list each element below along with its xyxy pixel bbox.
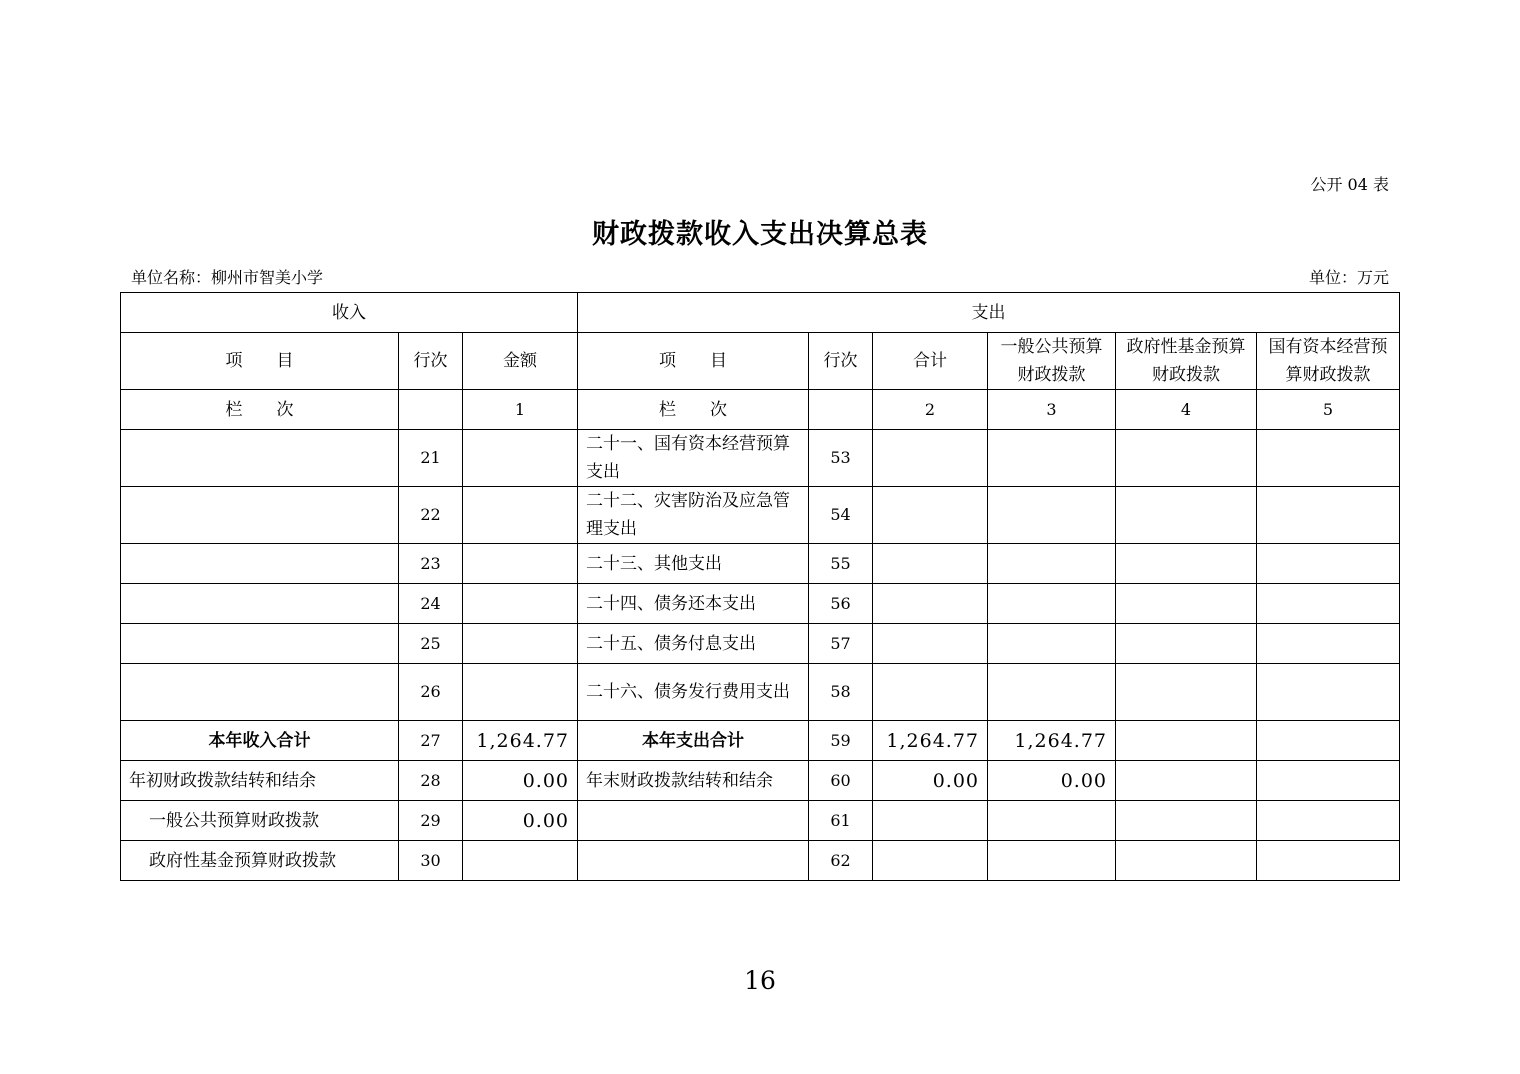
expense-fund [1116,544,1257,584]
expense-total [873,624,988,664]
column-blank [399,390,463,430]
currency-unit: 单位：万元 [1308,268,1389,287]
expense-row-no: 53 [809,430,873,487]
table-row [121,544,1400,584]
page-title: 财政拨款收入支出决算总表 [592,219,928,250]
expense-fund [1116,801,1257,841]
column-blank-2 [809,390,873,430]
expense-fund [1116,624,1257,664]
expense-total [873,841,988,881]
income-amount [463,430,578,487]
income-row-no: 26 [399,664,463,721]
table-row [121,430,1400,487]
expense-fund [1116,430,1257,487]
expense-row-no: 56 [809,584,873,624]
income-row-no: 28 [399,761,463,801]
table-row [121,761,1400,801]
income-row-no: 23 [399,544,463,584]
expense-row-no-header: 行次 [809,333,873,390]
income-row-no: 22 [399,487,463,544]
expense-item: 二十一、国有资本经营预算支出 [578,430,809,487]
expense-general [988,801,1116,841]
total-row [121,721,1400,761]
income-row-no: 25 [399,624,463,664]
expense-fund [1116,664,1257,721]
expense-total: 0.00 [873,761,988,801]
expense-capital [1257,624,1400,664]
table-row [121,841,1400,881]
expense-item: 二十二、灾害防治及应急管理支出 [578,487,809,544]
expense-item: 二十四、债务还本支出 [578,584,809,624]
expense-total [873,544,988,584]
column-2: 2 [873,390,988,430]
table-row [121,664,1400,721]
gov-fund-header: 政府性基金预算财政拨款 [1116,333,1257,390]
income-amount-header: 金额 [463,333,578,390]
form-code: 公开 04 表 [1310,175,1389,194]
expense-general [988,664,1116,721]
income-item [121,430,399,487]
expense-row-no: 58 [809,664,873,721]
income-row-no-header: 行次 [399,333,463,390]
income-row-no: 30 [399,841,463,881]
income-item: 年初财政拨款结转和结余 [121,761,399,801]
column-4: 4 [1116,390,1257,430]
total-header: 合计 [873,333,988,390]
column-3: 3 [988,390,1116,430]
column-number-row [121,390,1400,430]
expense-total: 1,264.77 [873,721,988,761]
expense-capital [1257,721,1400,761]
expense-row-no: 62 [809,841,873,881]
expense-capital [1257,841,1400,881]
income-item-header: 项 目 [121,333,399,390]
column-header-row [121,333,1400,390]
income-item [121,487,399,544]
expense-row-no: 61 [809,801,873,841]
expense-item [578,841,809,881]
expense-general [988,430,1116,487]
income-item [121,624,399,664]
expense-row-no: 59 [809,721,873,761]
income-amount [463,841,578,881]
column-5: 5 [1257,390,1400,430]
income-row-no: 24 [399,584,463,624]
income-amount: 0.00 [463,761,578,801]
income-amount: 1,264.77 [463,721,578,761]
expense-fund [1116,487,1257,544]
table-row [121,624,1400,664]
expense-total-label: 本年支出合计 [578,721,809,761]
column-label-2: 栏 次 [578,390,809,430]
fiscal-summary-table [120,292,1400,881]
state-capital-header: 国有资本经营预算财政拨款 [1257,333,1400,390]
expense-item: 二十六、债务发行费用支出 [578,664,809,721]
expense-capital [1257,584,1400,624]
income-item [121,584,399,624]
income-amount [463,487,578,544]
expense-total [873,664,988,721]
expense-item: 二十五、债务付息支出 [578,624,809,664]
income-header: 收入 [121,293,578,333]
expense-item-header: 项 目 [578,333,809,390]
expense-capital [1257,544,1400,584]
expense-capital [1257,664,1400,721]
expense-capital [1257,430,1400,487]
expense-row-no: 57 [809,624,873,664]
table-row [121,801,1400,841]
section-header-row [121,293,1400,333]
column-1: 1 [463,390,578,430]
unit-name: 单位名称：柳州市智美小学 [131,268,324,287]
expense-fund [1116,841,1257,881]
income-item [121,664,399,721]
expense-general [988,841,1116,881]
income-row-no: 27 [399,721,463,761]
general-budget-header: 一般公共预算财政拨款 [988,333,1116,390]
expense-capital [1257,761,1400,801]
expense-general [988,544,1116,584]
expense-general [988,487,1116,544]
income-amount: 0.00 [463,801,578,841]
income-amount [463,544,578,584]
expense-general [988,584,1116,624]
income-total-label: 本年收入合计 [121,721,399,761]
expense-row-no: 54 [809,487,873,544]
expense-item: 二十三、其他支出 [578,544,809,584]
income-row-no: 29 [399,801,463,841]
expense-total [873,584,988,624]
table-row [121,584,1400,624]
expense-row-no: 55 [809,544,873,584]
expense-fund [1116,584,1257,624]
income-row-no: 21 [399,430,463,487]
expense-capital [1257,487,1400,544]
page-number: 16 [744,966,776,995]
expense-total [873,430,988,487]
expense-item: 年末财政拨款结转和结余 [578,761,809,801]
expense-header: 支出 [578,293,1400,333]
expense-item [578,801,809,841]
expense-general: 1,264.77 [988,721,1116,761]
expense-fund [1116,761,1257,801]
column-label: 栏 次 [121,390,399,430]
expense-capital [1257,801,1400,841]
income-item: 政府性基金预算财政拨款 [121,841,399,881]
expense-total [873,801,988,841]
income-item [121,544,399,584]
income-amount [463,664,578,721]
income-amount [463,584,578,624]
income-amount [463,624,578,664]
expense-total [873,487,988,544]
expense-general: 0.00 [988,761,1116,801]
expense-general [988,624,1116,664]
expense-row-no: 60 [809,761,873,801]
expense-fund [1116,721,1257,761]
table-row [121,487,1400,544]
income-item: 一般公共预算财政拨款 [121,801,399,841]
